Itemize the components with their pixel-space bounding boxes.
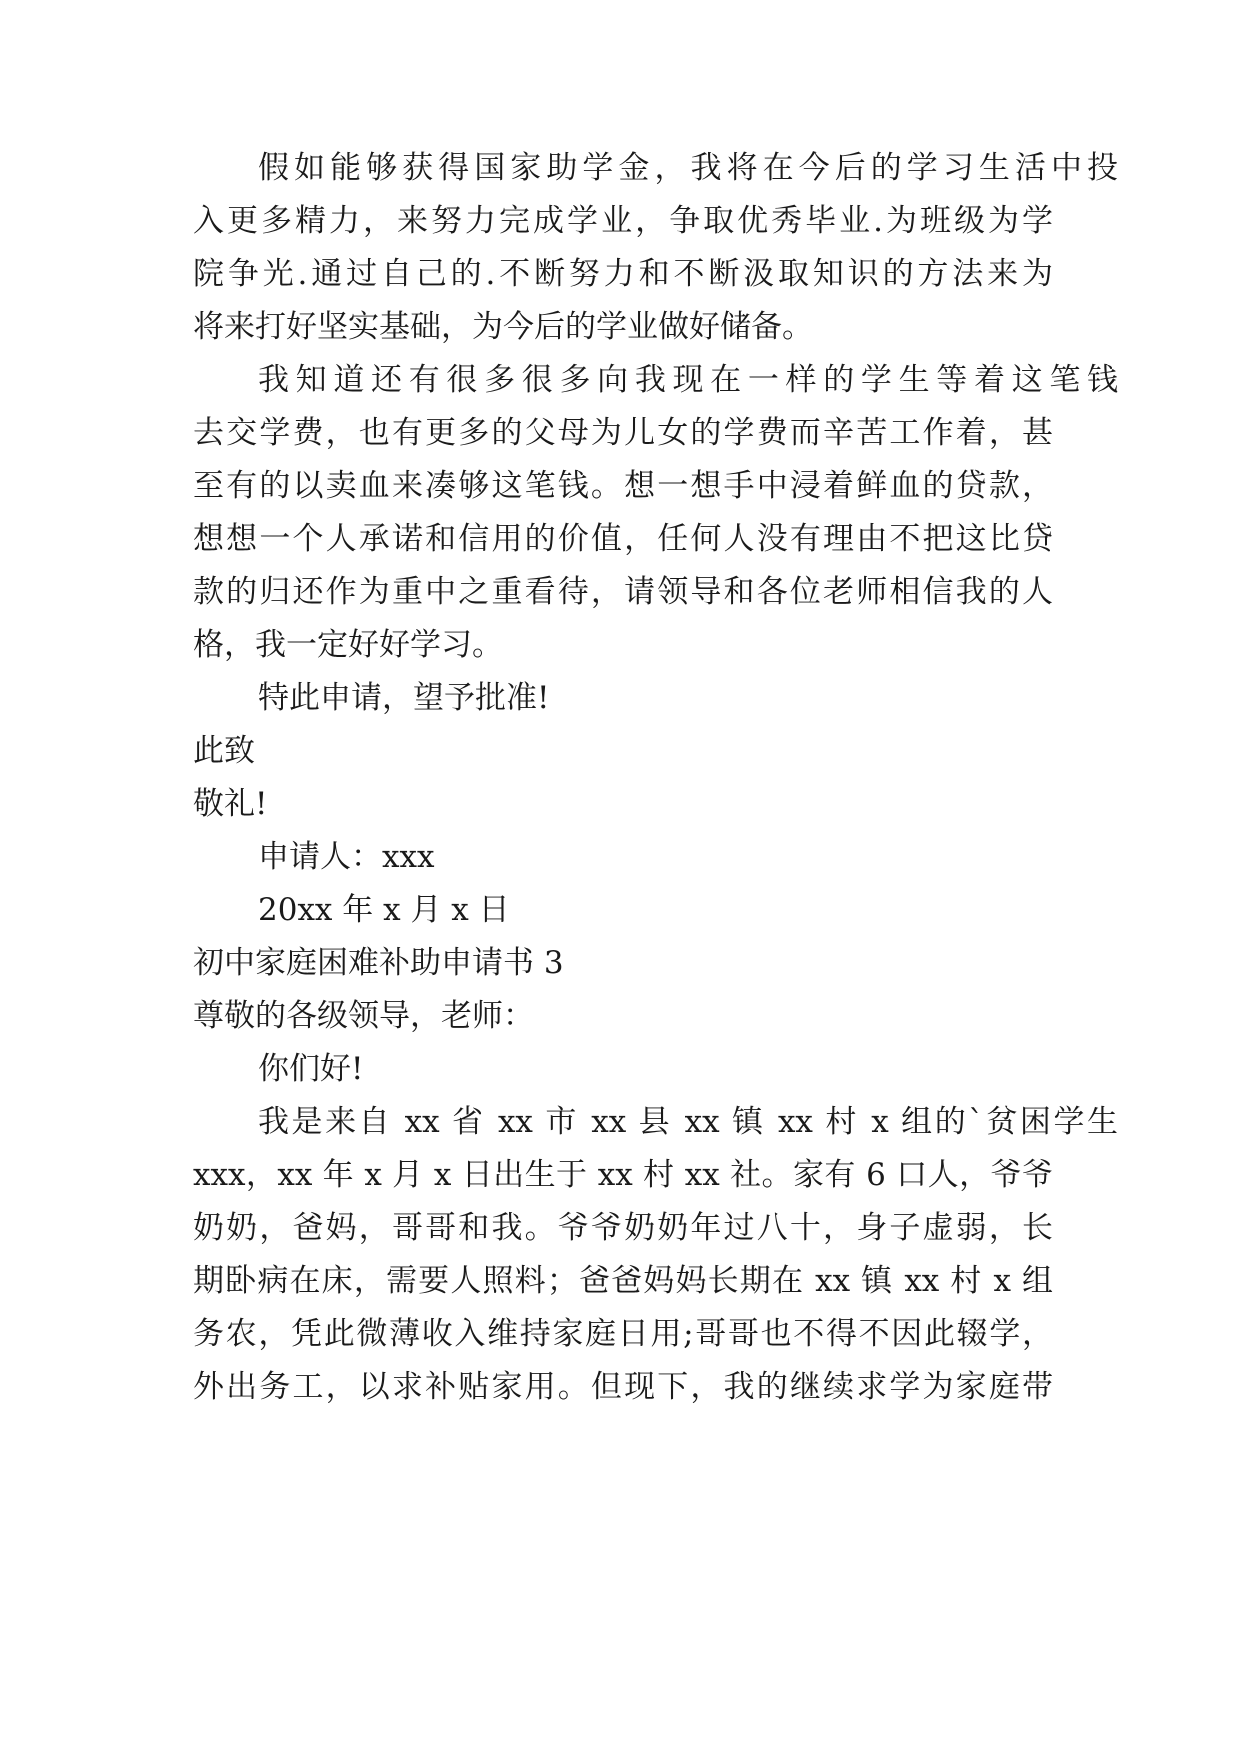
section-title: 初中家庭困难补助申请书 3	[193, 945, 564, 981]
paragraph-line: 外出务工，以求补贴家用。但现下，我的继续求学为家庭带	[193, 1369, 1053, 1405]
paragraph-line: xxx，xx 年 x 月 x 日出生于 xx 村 xx 社。家有 6 口人，爷爷	[193, 1157, 1053, 1193]
paragraph-line: 我知道还有很多很多向我现在一样的学生等着这笔钱	[258, 362, 1118, 398]
paragraph-line: 格，我一定好好学习。	[193, 627, 503, 663]
greeting-recipients: 尊敬的各级领导，老师：	[193, 998, 534, 1034]
paragraph-line: 去交学费，也有更多的父母为儿女的学费而辛苦工作着，甚	[193, 415, 1053, 451]
paragraph-line: 至有的以卖血来凑够这笔钱。想一想手中浸着鲜血的贷款，	[193, 468, 1053, 504]
paragraph-line: 院争光.通过自己的.不断努力和不断汲取知识的方法来为	[193, 256, 1053, 292]
applicant-line: 申请人：xxx	[258, 839, 435, 875]
paragraph-line: 务农，凭此微薄收入维持家庭日用;哥哥也不得不因此辍学，	[193, 1316, 1053, 1352]
salutation-cizhi: 此致	[193, 733, 255, 769]
paragraph-line: 奶奶，爸妈，哥哥和我。爷爷奶奶年过八十，身子虚弱，长	[193, 1210, 1053, 1246]
paragraph-line: 将来打好坚实基础，为今后的学业做好储备。	[193, 309, 813, 345]
paragraph-line: 期卧病在床，需要人照料；爸爸妈妈长期在 xx 镇 xx 村 x 组	[193, 1263, 1053, 1299]
paragraph-line: 款的归还作为重中之重看待，请领导和各位老师相信我的人	[193, 574, 1053, 610]
greeting-hello: 你们好!	[258, 1051, 364, 1087]
paragraph-line: 想想一个人承诺和信用的价值，任何人没有理由不把这比贷	[193, 521, 1053, 557]
salutation-jingli: 敬礼!	[193, 786, 268, 822]
closing-request: 特此申请，望予批准!	[258, 680, 550, 716]
paragraph-line: 假如能够获得国家助学金，我将在今后的学习生活中投	[258, 150, 1118, 186]
date-line: 20xx 年 x 月 x 日	[258, 892, 510, 928]
paragraph-line: 入更多精力，来努力完成学业，争取优秀毕业.为班级为学	[193, 203, 1053, 239]
paragraph-line: 我是来自 xx 省 xx 市 xx 县 xx 镇 xx 村 x 组的`贫困学生	[258, 1104, 1118, 1140]
